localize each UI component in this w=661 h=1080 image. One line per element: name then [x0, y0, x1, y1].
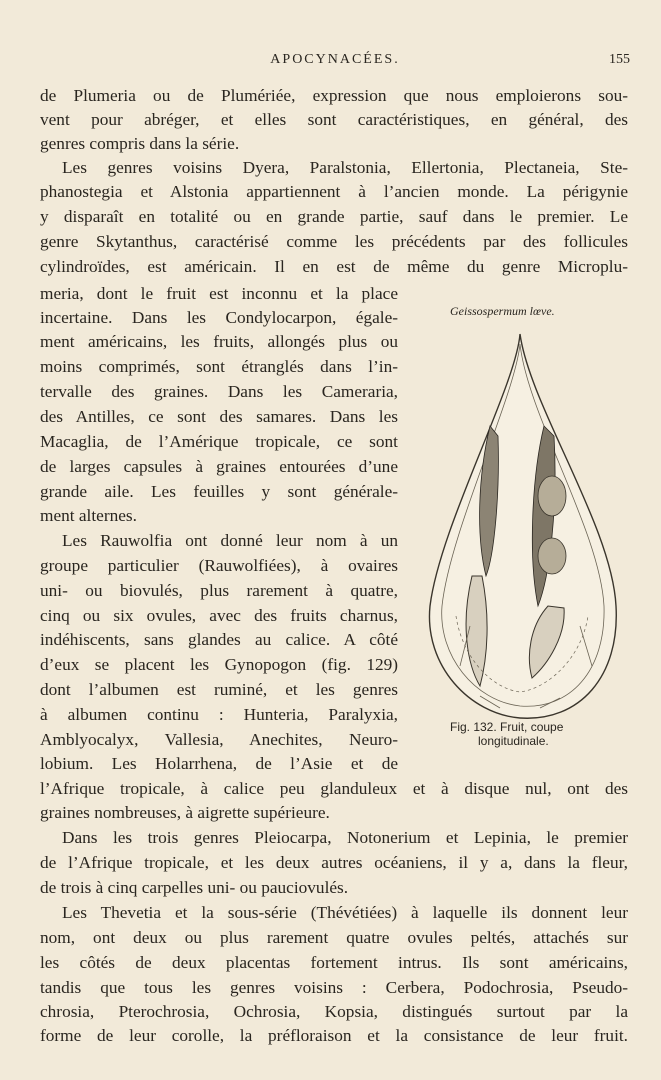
- text-line: phanostegia et Alstonia appartiennent à l’ancien monde. La périgynie: [40, 182, 628, 201]
- text-line: moins comprimés, sont étranglés dans l’in-: [40, 357, 398, 376]
- text-line: à albumen continu : Hunteria, Paralyxia,: [40, 705, 398, 724]
- text-line: des Antilles, ce sont des samares. Dans les: [40, 407, 398, 426]
- text-line: nom, ont deux ou plus rarement quatre ovules peltés, attachés sur: [40, 928, 628, 947]
- text-line: graines nombreuses, à aigrette supérieure.: [40, 803, 330, 822]
- text-line: indéhiscents, sans glandes au calice. A côté: [40, 630, 398, 649]
- caption-line: longitudinale.: [478, 734, 549, 748]
- figure-title: Geissospermum lœve.: [450, 304, 555, 318]
- caption-line: Fig. 132. Fruit, coupe: [450, 720, 564, 734]
- text-line: dont l’albumen est ruminé, et les genres: [40, 680, 398, 699]
- text-line: chrosia, Pterochrosia, Ochrosia, Kopsia, distingués surtout par la: [40, 1002, 628, 1021]
- text-line: lobium. Les Holarrhena, de l’Asie et de: [40, 754, 398, 773]
- text-line: ment alternes.: [40, 506, 137, 525]
- text-line: genres compris dans la série.: [40, 134, 240, 153]
- text-line: les côtés de deux placentas fortement intrus. Ils sont américains,: [40, 953, 628, 972]
- text-line: meria, dont le fruit est inconnu et la place: [40, 284, 398, 303]
- text-line: de trois à cinq carpelles uni- ou pauciovulés.: [40, 878, 349, 897]
- text-line: ment américains, les fruits, allongés plus ou: [40, 332, 398, 351]
- text-line: forme de leur corolle, la préfloraison et la consistance de leur fruit.: [40, 1026, 628, 1045]
- text-line: d’eux se placent les Gynopogon (fig. 129): [40, 655, 398, 674]
- text-line: de l’Afrique tropicale, et les deux autres océaniens, il y a, dans la fleur,: [40, 853, 628, 872]
- text-line: tervalle des graines. Dans les Cameraria,: [40, 382, 398, 401]
- text-line: l’Afrique tropicale, à calice peu glanduleux et à disque nul, ont des: [40, 779, 628, 798]
- text-line: groupe particulier (Rauwolfiées), à ovaires: [40, 556, 398, 575]
- running-head: APOCYNACÉES.: [270, 52, 400, 67]
- text-line: Les Thevetia et la sous-série (Thévétiées) à laquelle ils donnent leur: [62, 903, 628, 922]
- text-line: vent pour abréger, et elles sont caractéristiques, en général, des: [40, 110, 628, 129]
- text-line: de Plumeria ou de Plumériée, expression que nous emploierons sou-: [40, 86, 628, 105]
- text-line: Les Rauwolfia ont donné leur nom à un: [62, 531, 398, 550]
- figure-caption: [450, 720, 563, 748]
- text-line: de larges capsules à graines entourées d’une: [40, 457, 398, 476]
- text-line: incertaine. Dans les Condylocarpon, égale-: [40, 308, 398, 327]
- text-line: Macaglia, de l’Amérique tropicale, ce sont: [40, 432, 398, 451]
- figure-132: [420, 300, 630, 760]
- text-line: y disparaît en totalité ou en grande partie, sauf dans le premier. Le: [40, 207, 628, 226]
- text-line: cinq ou six ovules, avec des fruits charnus,: [40, 606, 398, 625]
- fruit-section-illustration: [420, 326, 630, 736]
- text-line: genre Skytanthus, caractérisé comme les précédents par des follicules: [40, 232, 628, 251]
- text-line: tandis que tous les genres voisins : Cerbera, Podochrosia, Pseudo-: [40, 978, 628, 997]
- text-line: uni- ou biovulés, plus rarement à quatre,: [40, 581, 398, 600]
- text-line: Les genres voisins Dyera, Paralstonia, Ellertonia, Plectaneia, Ste-: [62, 158, 628, 177]
- text-line: grande aile. Les feuilles y sont générale-: [40, 482, 398, 501]
- page-header: [40, 52, 630, 74]
- text-line: Amblyocalyx, Vallesia, Anechites, Neuro-: [40, 730, 398, 749]
- page-number: 155: [609, 52, 630, 67]
- text-line: cylindroïdes, est américain. Il en est de même du genre Microplu-: [40, 257, 628, 276]
- text-line: Dans les trois genres Pleiocarpa, Notonerium et Lepinia, le premier: [62, 828, 628, 847]
